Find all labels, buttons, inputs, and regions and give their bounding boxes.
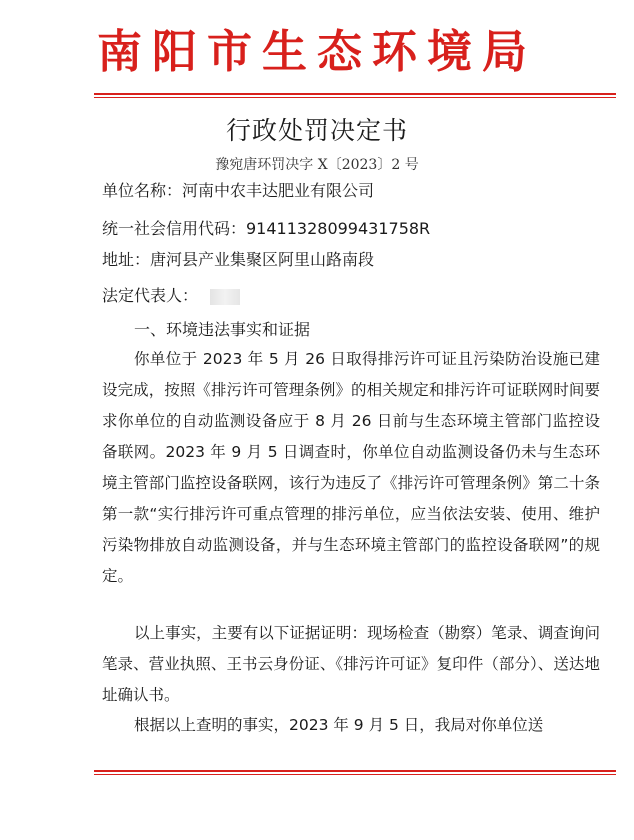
credit-code-field: 统一社会信用代码：91411328099431758R <box>102 219 431 238</box>
document-number: 豫宛唐环罚决字 X〔2023〕2 号 <box>215 157 419 173</box>
legal-representative-label: 法定代表人： <box>102 286 199 305</box>
header-red-line <box>94 93 616 95</box>
violation-facts-paragraph: 你单位于 2023 年 5 月 26 日取得排污许可证且污染防治设施已建设完成，按照《排污许可管理条例》的相关规定和排污许可证联网时间要求你单位的自动监测设备应于 8 月 26 日前与生态环境主管部门监控设备联网。2023 年 9 月 5 日调查时，你单位自动监测设备仍未与生态环境主管部门监控设备联网，该行为违反了《排污许可管理条例》第二十条第一款“实行排污许可重点管理的排污单位，应当依法安装、使用、维护污染物排放自动监测设备，并与生态环境主管部门的监控设备联网”的规定。 <box>102 350 600 585</box>
footer-red-line-thin <box>94 774 616 775</box>
section-heading: 一、环境违法事实和证据 <box>134 320 311 339</box>
unit-name-field: 单位名称：河南中农丰达肥业有限公司 <box>102 181 375 200</box>
redacted-name <box>210 289 240 305</box>
footer-red-line <box>94 770 616 772</box>
header-red-line-thin <box>94 97 616 98</box>
address-field: 地址：唐河县产业集聚区阿里山路南段 <box>102 250 375 269</box>
evidence-paragraph: 以上事实，主要有以下证据证明：现场检查（勘察）笔录、调查询问笔录、营业执照、王书云身份证、《排污许可证》复印件（部分）、送达地址确认书。 <box>102 624 600 704</box>
document-title: 行政处罚决定书 <box>225 116 408 145</box>
issuing-organization: 南阳市生态环境局 <box>96 25 537 78</box>
findings-paragraph: 根据以上查明的事实，2023 年 9 月 5 日，我局对你单位送 <box>134 716 544 734</box>
legal-representative-field <box>102 285 240 307</box>
